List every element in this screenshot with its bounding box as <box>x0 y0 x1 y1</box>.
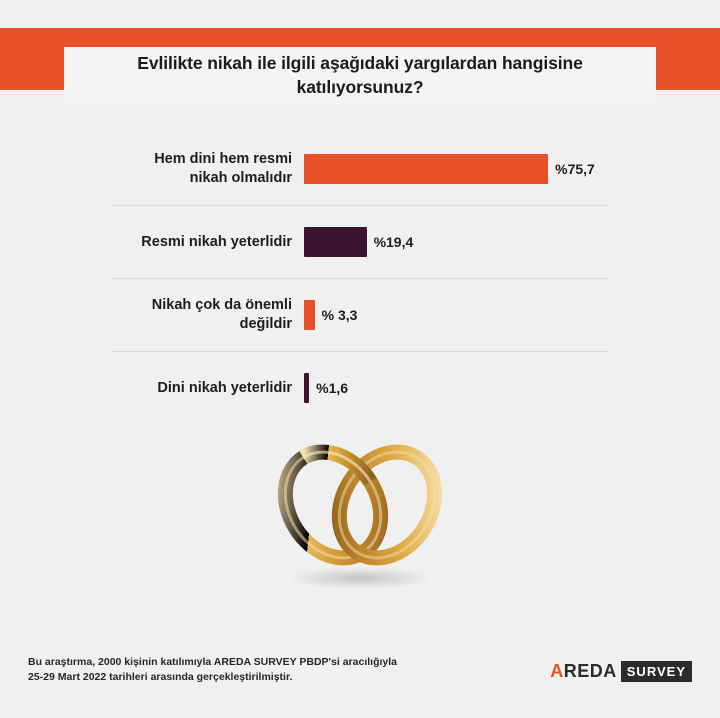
chart-bar <box>304 300 315 330</box>
chart-row-label-line1: Hem dini hem resmi <box>154 151 292 168</box>
chart-row-label-line1: Nikah çok da önemli <box>151 297 292 314</box>
chart-row-label <box>112 379 304 398</box>
title-plate <box>64 47 656 105</box>
footnote-line-1: Bu araştırma, 2000 kişinin katılımıyla AREDA SURVEY PBDP'si aracılığıyla <box>28 656 397 668</box>
chart-row-label <box>112 150 304 188</box>
chart-bar-track <box>304 133 608 205</box>
chart-row-label-line2: değildir <box>239 316 292 332</box>
chart-row-label <box>112 296 304 334</box>
chart-bar <box>304 227 367 257</box>
footnote <box>28 655 397 685</box>
brand-logo-survey: SURVEY <box>621 661 692 682</box>
brand-logo <box>550 660 692 682</box>
chart-bar-value: % 3,3 <box>321 307 358 323</box>
chart-bar-track <box>304 352 608 424</box>
chart-bar-value: %1,6 <box>316 380 349 396</box>
brand-logo-reda: REDA <box>563 660 617 681</box>
chart-bar <box>304 154 548 184</box>
chart-row-label-line1: Resmi nikah yeterlidir <box>141 233 292 250</box>
bar-chart <box>0 133 720 424</box>
chart-row-label <box>112 233 304 252</box>
chart-row-label-line2: nikah olmalıdır <box>189 170 292 186</box>
chart-bar-value: %19,4 <box>373 234 414 250</box>
wedding-rings-illustration <box>0 425 720 600</box>
brand-logo-areda <box>550 661 617 682</box>
footnote-line-2: 25-29 Mart 2022 tarihleri arasında gerçekleştirilmiştir. <box>28 671 293 684</box>
brand-logo-a: A <box>550 660 564 681</box>
page-title: Evlilikte nikah ile ilgili aşağıdaki yargılardan hangisine katılıyorsunuz? <box>137 53 583 97</box>
chart-bar-value: %75,7 <box>555 161 595 177</box>
chart-row <box>112 133 608 206</box>
chart-bar-track <box>304 206 608 278</box>
wedding-rings-icon <box>245 433 475 593</box>
chart-row <box>112 352 608 424</box>
chart-row-label-line1: Dini nikah yeterlidir <box>157 379 292 396</box>
chart-bar-track <box>304 279 608 351</box>
chart-bar <box>304 373 309 403</box>
chart-row <box>112 206 608 279</box>
chart-row <box>112 279 608 352</box>
